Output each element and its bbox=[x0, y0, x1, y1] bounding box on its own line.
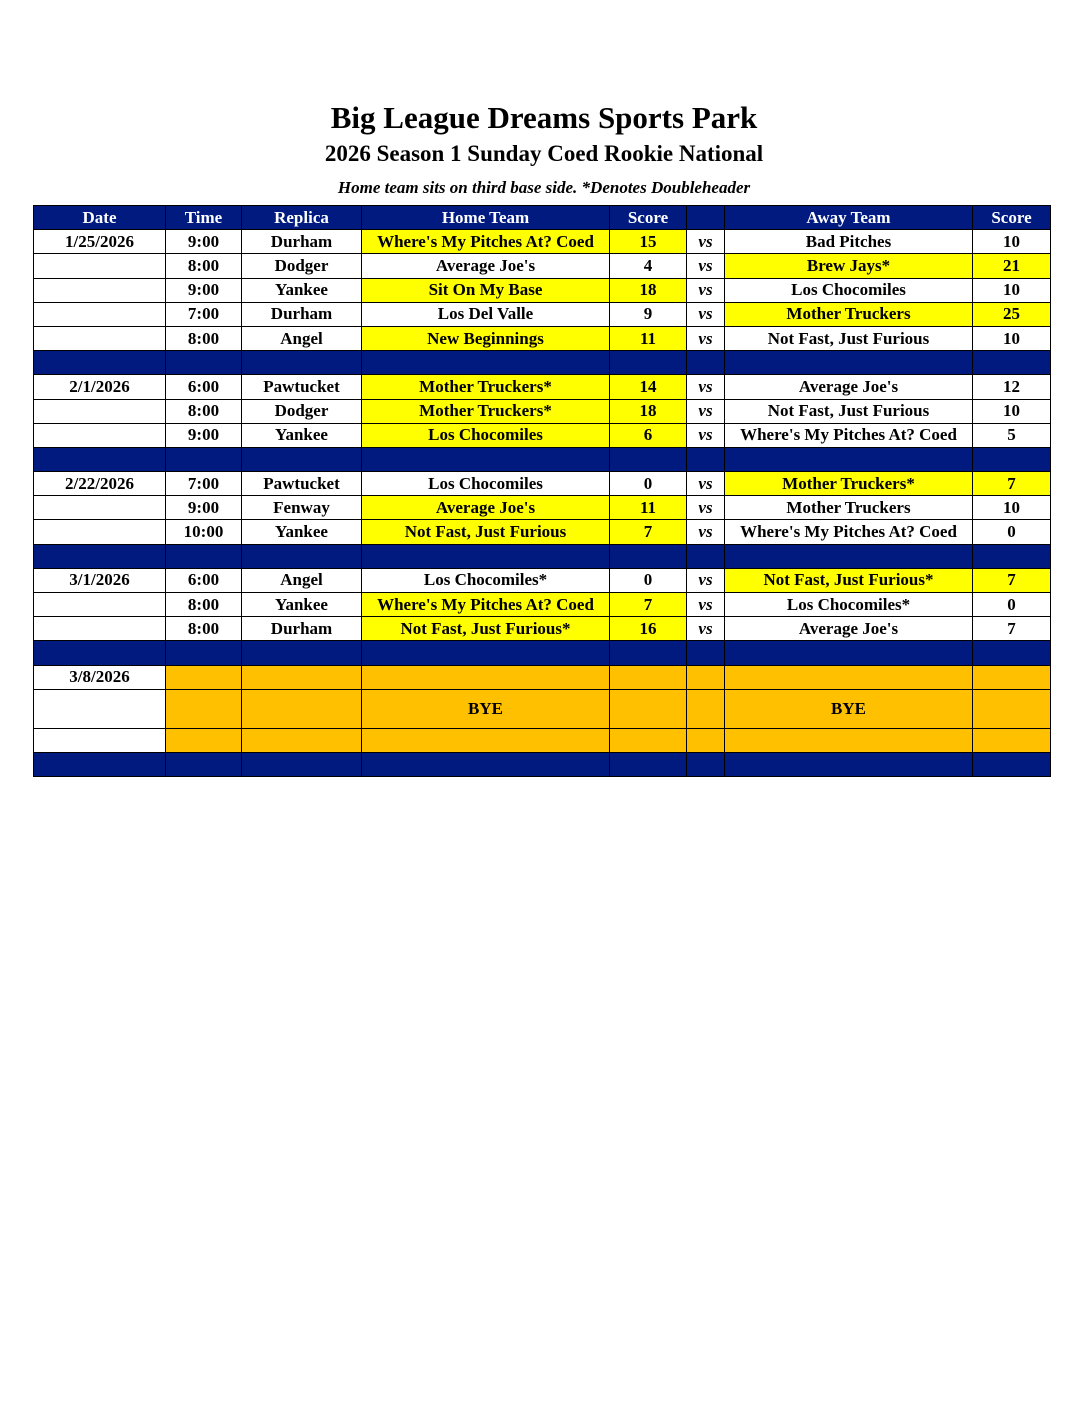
separator-cell bbox=[725, 752, 973, 776]
column-header: Time bbox=[166, 206, 242, 230]
away-score-cell: 5 bbox=[973, 423, 1051, 447]
game-row bbox=[34, 496, 1051, 520]
separator-cell bbox=[34, 447, 166, 471]
home-team-cell: Mother Truckers* bbox=[362, 375, 610, 399]
separator-cell bbox=[362, 752, 610, 776]
vs-cell: vs bbox=[687, 423, 725, 447]
game-row bbox=[34, 399, 1051, 423]
column-header: Away Team bbox=[725, 206, 973, 230]
bye-cell bbox=[973, 689, 1051, 728]
week-separator-row bbox=[34, 752, 1051, 776]
separator-cell bbox=[610, 752, 687, 776]
home-score-cell: 11 bbox=[610, 326, 687, 350]
column-header bbox=[687, 206, 725, 230]
separator-cell bbox=[362, 641, 610, 665]
home-team-cell: Sit On My Base bbox=[362, 278, 610, 302]
time-cell: 9:00 bbox=[166, 278, 242, 302]
home-team-cell: Not Fast, Just Furious* bbox=[362, 617, 610, 641]
separator-cell bbox=[34, 641, 166, 665]
home-score-cell: 16 bbox=[610, 617, 687, 641]
separator-cell bbox=[610, 544, 687, 568]
separator-cell bbox=[242, 752, 362, 776]
vs-cell: vs bbox=[687, 326, 725, 350]
separator-cell bbox=[242, 641, 362, 665]
separator-cell bbox=[687, 752, 725, 776]
home-team-cell: Los Chocomiles* bbox=[362, 568, 610, 592]
replica-cell: Durham bbox=[242, 302, 362, 326]
bye-cell bbox=[362, 665, 610, 689]
away-score-cell: 25 bbox=[973, 302, 1051, 326]
time-cell: 6:00 bbox=[166, 375, 242, 399]
bye-row bbox=[34, 728, 1051, 752]
separator-cell bbox=[687, 351, 725, 375]
bye-cell bbox=[687, 689, 725, 728]
home-score-cell: 4 bbox=[610, 254, 687, 278]
date-cell bbox=[34, 496, 166, 520]
away-score-cell: 10 bbox=[973, 496, 1051, 520]
separator-cell bbox=[687, 544, 725, 568]
away-team-cell: Not Fast, Just Furious bbox=[725, 326, 973, 350]
separator-cell bbox=[242, 351, 362, 375]
replica-cell: Yankee bbox=[242, 278, 362, 302]
home-team-cell: Where's My Pitches At? Coed bbox=[362, 230, 610, 254]
bye-cell bbox=[687, 728, 725, 752]
separator-cell bbox=[725, 544, 973, 568]
date-cell bbox=[34, 423, 166, 447]
replica-cell: Yankee bbox=[242, 520, 362, 544]
separator-cell bbox=[973, 544, 1051, 568]
home-score-cell: 0 bbox=[610, 472, 687, 496]
away-team-cell: Average Joe's bbox=[725, 375, 973, 399]
game-row bbox=[34, 568, 1051, 592]
replica-cell: Dodger bbox=[242, 254, 362, 278]
date-cell bbox=[34, 520, 166, 544]
home-score-cell: 15 bbox=[610, 230, 687, 254]
home-score-cell: 18 bbox=[610, 399, 687, 423]
separator-cell bbox=[166, 752, 242, 776]
bye-away-label: BYE bbox=[725, 689, 973, 728]
separator-cell bbox=[687, 641, 725, 665]
vs-cell: vs bbox=[687, 230, 725, 254]
away-score-cell: 10 bbox=[973, 399, 1051, 423]
game-row bbox=[34, 593, 1051, 617]
time-cell: 8:00 bbox=[166, 399, 242, 423]
week-separator-row bbox=[34, 447, 1051, 471]
bye-cell bbox=[687, 665, 725, 689]
away-team-cell: Mother Truckers bbox=[725, 496, 973, 520]
bye-cell bbox=[242, 689, 362, 728]
bye-cell bbox=[610, 689, 687, 728]
separator-cell bbox=[610, 641, 687, 665]
time-cell: 9:00 bbox=[166, 230, 242, 254]
bye-cell bbox=[242, 728, 362, 752]
replica-cell: Angel bbox=[242, 568, 362, 592]
game-row bbox=[34, 278, 1051, 302]
bye-cell bbox=[242, 665, 362, 689]
time-cell: 6:00 bbox=[166, 568, 242, 592]
home-team-cell: Not Fast, Just Furious bbox=[362, 520, 610, 544]
week-separator-row bbox=[34, 351, 1051, 375]
date-cell bbox=[34, 728, 166, 752]
replica-cell: Angel bbox=[242, 326, 362, 350]
home-score-cell: 6 bbox=[610, 423, 687, 447]
game-row bbox=[34, 520, 1051, 544]
separator-cell bbox=[362, 544, 610, 568]
bye-home-label: BYE bbox=[362, 689, 610, 728]
separator-cell bbox=[34, 752, 166, 776]
separator-cell bbox=[242, 447, 362, 471]
home-score-cell: 18 bbox=[610, 278, 687, 302]
separator-cell bbox=[725, 641, 973, 665]
game-row bbox=[34, 375, 1051, 399]
home-team-cell: Mother Truckers* bbox=[362, 399, 610, 423]
bye-cell bbox=[166, 665, 242, 689]
page-subtitle: 2026 Season 1 Sunday Coed Rookie National bbox=[324, 141, 764, 166]
bye-cell bbox=[362, 728, 610, 752]
replica-cell: Yankee bbox=[242, 593, 362, 617]
separator-cell bbox=[34, 544, 166, 568]
bye-cell bbox=[725, 728, 973, 752]
time-cell: 7:00 bbox=[166, 302, 242, 326]
vs-cell: vs bbox=[687, 399, 725, 423]
replica-cell: Yankee bbox=[242, 423, 362, 447]
vs-cell: vs bbox=[687, 278, 725, 302]
date-cell: 2/1/2026 bbox=[34, 375, 166, 399]
bye-cell bbox=[166, 728, 242, 752]
time-cell: 8:00 bbox=[166, 617, 242, 641]
replica-cell: Dodger bbox=[242, 399, 362, 423]
separator-cell bbox=[610, 447, 687, 471]
separator-cell bbox=[166, 641, 242, 665]
time-cell: 9:00 bbox=[166, 423, 242, 447]
away-score-cell: 10 bbox=[973, 230, 1051, 254]
column-header: Date bbox=[34, 206, 166, 230]
vs-cell: vs bbox=[687, 302, 725, 326]
vs-cell: vs bbox=[687, 568, 725, 592]
date-cell: 1/25/2026 bbox=[34, 230, 166, 254]
away-score-cell: 7 bbox=[973, 472, 1051, 496]
separator-cell bbox=[166, 351, 242, 375]
week-separator-row bbox=[34, 641, 1051, 665]
vs-cell: vs bbox=[687, 375, 725, 399]
column-header: Home Team bbox=[362, 206, 610, 230]
separator-cell bbox=[973, 752, 1051, 776]
game-row bbox=[34, 326, 1051, 350]
replica-cell: Pawtucket bbox=[242, 472, 362, 496]
home-team-cell: Los Chocomiles bbox=[362, 472, 610, 496]
replica-cell: Durham bbox=[242, 617, 362, 641]
date-cell: 2/22/2026 bbox=[34, 472, 166, 496]
time-cell: 7:00 bbox=[166, 472, 242, 496]
header-row bbox=[34, 206, 1051, 230]
time-cell: 9:00 bbox=[166, 496, 242, 520]
bye-row bbox=[34, 665, 1051, 689]
bye-cell bbox=[166, 689, 242, 728]
game-row bbox=[34, 254, 1051, 278]
away-team-cell: Los Chocomiles bbox=[725, 278, 973, 302]
column-header: Score bbox=[610, 206, 687, 230]
schedule-table bbox=[33, 205, 1051, 777]
time-cell: 8:00 bbox=[166, 254, 242, 278]
away-score-cell: 21 bbox=[973, 254, 1051, 278]
game-row bbox=[34, 423, 1051, 447]
away-team-cell: Average Joe's bbox=[725, 617, 973, 641]
time-cell: 8:00 bbox=[166, 593, 242, 617]
schedule-note: Home team sits on third base side. *Denotes Doubleheader bbox=[337, 178, 751, 197]
separator-cell bbox=[973, 447, 1051, 471]
date-cell: 3/8/2026 bbox=[34, 665, 166, 689]
separator-cell bbox=[610, 351, 687, 375]
vs-cell: vs bbox=[687, 593, 725, 617]
away-team-cell: Not Fast, Just Furious* bbox=[725, 568, 973, 592]
away-team-cell: Where's My Pitches At? Coed bbox=[725, 520, 973, 544]
separator-cell bbox=[725, 351, 973, 375]
date-cell bbox=[34, 278, 166, 302]
column-header: Replica bbox=[242, 206, 362, 230]
game-row bbox=[34, 472, 1051, 496]
home-score-cell: 11 bbox=[610, 496, 687, 520]
separator-cell bbox=[362, 351, 610, 375]
vs-cell: vs bbox=[687, 496, 725, 520]
vs-cell: vs bbox=[687, 520, 725, 544]
date-cell: 3/1/2026 bbox=[34, 568, 166, 592]
away-score-cell: 0 bbox=[973, 520, 1051, 544]
separator-cell bbox=[166, 544, 242, 568]
date-cell bbox=[34, 689, 166, 728]
away-team-cell: Brew Jays* bbox=[725, 254, 973, 278]
away-team-cell: Not Fast, Just Furious bbox=[725, 399, 973, 423]
schedule-body bbox=[34, 230, 1051, 777]
replica-cell: Pawtucket bbox=[242, 375, 362, 399]
home-score-cell: 9 bbox=[610, 302, 687, 326]
game-row bbox=[34, 302, 1051, 326]
home-team-cell: New Beginnings bbox=[362, 326, 610, 350]
date-cell bbox=[34, 617, 166, 641]
away-team-cell: Los Chocomiles* bbox=[725, 593, 973, 617]
home-team-cell: Average Joe's bbox=[362, 254, 610, 278]
bye-cell bbox=[973, 665, 1051, 689]
home-team-cell: Los Chocomiles bbox=[362, 423, 610, 447]
away-score-cell: 7 bbox=[973, 568, 1051, 592]
page-title: Big League Dreams Sports Park bbox=[330, 100, 758, 135]
separator-cell bbox=[362, 447, 610, 471]
vs-cell: vs bbox=[687, 254, 725, 278]
separator-cell bbox=[687, 447, 725, 471]
home-score-cell: 7 bbox=[610, 520, 687, 544]
date-cell bbox=[34, 593, 166, 617]
date-cell bbox=[34, 254, 166, 278]
away-team-cell: Mother Truckers bbox=[725, 302, 973, 326]
home-score-cell: 0 bbox=[610, 568, 687, 592]
away-team-cell: Mother Truckers* bbox=[725, 472, 973, 496]
bye-cell bbox=[610, 728, 687, 752]
home-score-cell: 7 bbox=[610, 593, 687, 617]
separator-cell bbox=[242, 544, 362, 568]
date-cell bbox=[34, 326, 166, 350]
date-cell bbox=[34, 399, 166, 423]
separator-cell bbox=[166, 447, 242, 471]
bye-cell bbox=[725, 665, 973, 689]
away-score-cell: 10 bbox=[973, 278, 1051, 302]
week-separator-row bbox=[34, 544, 1051, 568]
home-team-cell: Average Joe's bbox=[362, 496, 610, 520]
replica-cell: Durham bbox=[242, 230, 362, 254]
separator-cell bbox=[725, 447, 973, 471]
bye-row bbox=[34, 689, 1051, 728]
column-header: Score bbox=[973, 206, 1051, 230]
vs-cell: vs bbox=[687, 472, 725, 496]
separator-cell bbox=[973, 351, 1051, 375]
away-team-cell: Where's My Pitches At? Coed bbox=[725, 423, 973, 447]
away-score-cell: 7 bbox=[973, 617, 1051, 641]
bye-cell bbox=[973, 728, 1051, 752]
home-team-cell: Where's My Pitches At? Coed bbox=[362, 593, 610, 617]
time-cell: 8:00 bbox=[166, 326, 242, 350]
game-row bbox=[34, 230, 1051, 254]
home-team-cell: Los Del Valle bbox=[362, 302, 610, 326]
game-row bbox=[34, 617, 1051, 641]
replica-cell: Fenway bbox=[242, 496, 362, 520]
separator-cell bbox=[973, 641, 1051, 665]
away-score-cell: 10 bbox=[973, 326, 1051, 350]
separator-cell bbox=[34, 351, 166, 375]
time-cell: 10:00 bbox=[166, 520, 242, 544]
date-cell bbox=[34, 302, 166, 326]
vs-cell: vs bbox=[687, 617, 725, 641]
away-score-cell: 12 bbox=[973, 375, 1051, 399]
away-team-cell: Bad Pitches bbox=[725, 230, 973, 254]
away-score-cell: 0 bbox=[973, 593, 1051, 617]
bye-cell bbox=[610, 665, 687, 689]
home-score-cell: 14 bbox=[610, 375, 687, 399]
